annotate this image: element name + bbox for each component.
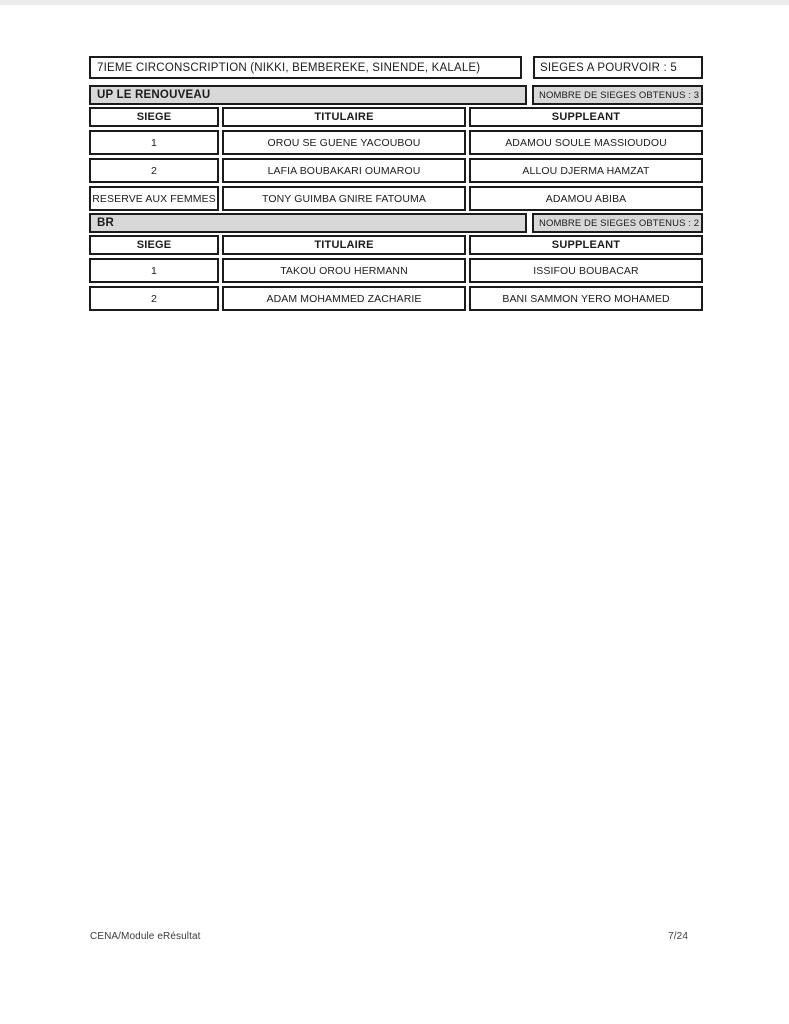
suppleant-cell: ADAMOU SOULE MASSIOUDOU (469, 130, 703, 155)
sieges-obtenus-cell (532, 85, 703, 105)
siege-cell: 2 (89, 158, 219, 183)
circonscription-header-row (89, 56, 703, 79)
titulaire-cell: OROU SE GUENE YACOUBOU (222, 130, 466, 155)
column-header-siege: SIEGE (89, 107, 219, 127)
siege-cell: 1 (89, 130, 219, 155)
footer-document-title: CENA/Module eRésultat (90, 931, 201, 942)
table-row (89, 286, 703, 311)
party-name-cell (89, 85, 527, 105)
siege-cell: 2 (89, 286, 219, 311)
footer-page-number: 7/24 (668, 931, 688, 942)
sieges-a-pourvoir-label: SIEGES A POURVOIR : 5 (540, 61, 677, 74)
column-header-siege: SIEGE (89, 235, 219, 255)
table-row (89, 130, 703, 155)
sieges-a-pourvoir-cell (533, 56, 703, 79)
column-header-titulaire: TITULAIRE (222, 235, 466, 255)
page-top-margin (0, 0, 789, 5)
titulaire-cell: TONY GUIMBA GNIRE FATOUMA (222, 186, 466, 211)
column-header-row (89, 235, 703, 255)
suppleant-cell: ADAMOU ABIBA (469, 186, 703, 211)
party-name-label: UP LE RENOUVEAU (97, 89, 211, 101)
siege-cell: RESERVE AUX FEMMES (89, 186, 219, 211)
party-name-cell (89, 213, 527, 233)
table-row (89, 158, 703, 183)
circonscription-cell (89, 56, 522, 79)
table-row (89, 186, 703, 211)
column-header-suppleant: SUPPLEANT (469, 235, 703, 255)
titulaire-cell: TAKOU OROU HERMANN (222, 258, 466, 283)
column-header-titulaire: TITULAIRE (222, 107, 466, 127)
party-name-label: BR (97, 217, 115, 229)
suppleant-cell: ALLOU DJERMA HAMZAT (469, 158, 703, 183)
party-band-up-le-renouveau (89, 85, 703, 105)
suppleant-cell: BANI SAMMON YERO MOHAMED (469, 286, 703, 311)
results-table (89, 56, 703, 311)
siege-cell: 1 (89, 258, 219, 283)
party-band-br (89, 213, 703, 233)
column-header-suppleant: SUPPLEANT (469, 107, 703, 127)
sieges-obtenus-cell (532, 213, 703, 233)
titulaire-cell: LAFIA BOUBAKARI OUMAROU (222, 158, 466, 183)
sieges-obtenus-label: NOMBRE DE SIEGES OBTENUS : 2 (539, 217, 700, 229)
column-header-row (89, 107, 703, 127)
circonscription-label: 7IEME CIRCONSCRIPTION (NIKKI, BEMBEREKE, SINENDE, KALALE) (97, 61, 481, 74)
table-row (89, 258, 703, 283)
suppleant-cell: ISSIFOU BOUBACAR (469, 258, 703, 283)
titulaire-cell: ADAM MOHAMMED ZACHARIE (222, 286, 466, 311)
page-footer (90, 931, 688, 942)
sieges-obtenus-label: NOMBRE DE SIEGES OBTENUS : 3 (539, 89, 700, 101)
